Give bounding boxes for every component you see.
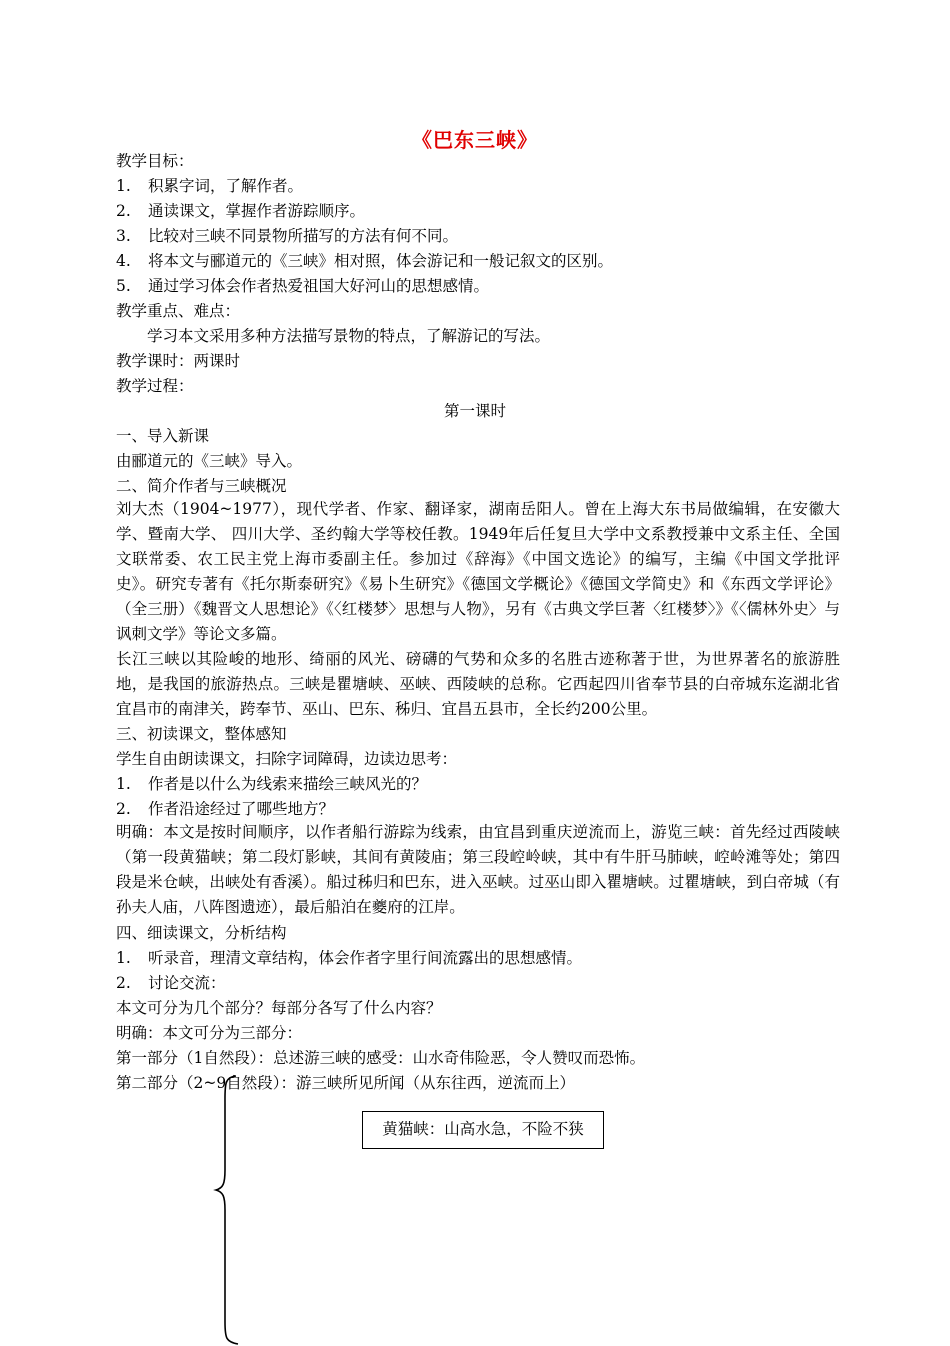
- question-text: 作者是以什么为线索来描绘三峡风光的？: [148, 775, 428, 793]
- section-one-text: 由郦道元的《三峡》导入。: [116, 452, 303, 470]
- key-text: 学习本文采用多种方法描写景物的特点，了解游记的写法。: [147, 327, 551, 345]
- item-number: 1.: [116, 949, 131, 967]
- goal-text: 将本文与郦道元的《三峡》相对照，体会游记和一般记叙文的区别。: [148, 252, 614, 270]
- gorges-paragraph: 长江三峡以其险峻的地形、绮丽的风光、磅礴的气势和众多的名胜古迹称著于世，为世界著名的旅游胜地，是我国的旅游热点。三峡是瞿塘峡、巫峡、西陵峡的总称。它西起四川省奉节县的白帝城东迄湖北省宜昌市的南津关，跨奉节、巫山、巴东、秭归、宜昌五县市，全长约200公里。: [116, 650, 840, 718]
- goal-number: 1.: [116, 177, 131, 195]
- part-two: 第二部分（2~9自然段）：游三峡所见所闻（从东往西，逆流而上）: [116, 1074, 575, 1092]
- goal-text: 通读课文，掌握作者游踪顺序。: [148, 202, 366, 220]
- structure-answer: 明确：本文可分为三部分：: [116, 1024, 303, 1042]
- discussion-item: [116, 972, 226, 994]
- goal-item: [116, 175, 303, 197]
- goal-item: [116, 275, 489, 297]
- item-text: 讨论交流：: [148, 974, 226, 992]
- goal-number: 4.: [116, 252, 131, 270]
- section-three-heading: 三、初读课文，整体感知: [116, 725, 287, 743]
- item-number: 2.: [116, 974, 131, 992]
- goal-number: 2.: [116, 202, 131, 220]
- goal-item: [116, 250, 613, 272]
- section-three-intro: 学生自由朗读课文，扫除字词障碍，边读边思考：: [116, 750, 458, 768]
- goal-number: 3.: [116, 227, 131, 245]
- question-item: [116, 798, 334, 820]
- part-one: 第一部分（1自然段）：总述游三峡的感受：山水奇伟险恶，令人赞叹而恐怖。: [116, 1049, 646, 1067]
- goals-heading: 教学目标：: [116, 152, 194, 170]
- class-hours: 教学课时：两课时: [116, 352, 241, 370]
- question-text: 作者沿途经过了哪些地方？: [148, 800, 335, 818]
- question-number: 1.: [116, 775, 131, 793]
- gorge-summary-box: 黄猫峡：山高水急，不险不狭: [362, 1111, 604, 1149]
- document-title: 《巴东三峡》: [412, 128, 538, 152]
- process-heading: 教学过程：: [116, 377, 194, 395]
- item-text: 听录音，理清文章结构，体会作者字里行间流露出的思想感情。: [148, 949, 583, 967]
- question-number: 2.: [116, 800, 131, 818]
- goal-item: [116, 200, 365, 222]
- lesson-one-heading: 第一课时: [443, 402, 506, 420]
- section-one-heading: 一、导入新课: [116, 427, 210, 445]
- section-two-heading: 二、简介作者与三峡概况: [116, 477, 287, 495]
- question-item: [116, 773, 427, 795]
- goal-number: 5.: [116, 277, 131, 295]
- discussion-item: [116, 947, 582, 969]
- goal-text: 积累字词，了解作者。: [148, 177, 304, 195]
- answer-paragraph: 明确：本文是按时间顺序，以作者船行游踪为线索，由宜昌到重庆逆流而上，游览三峡：首先经过西陵峡（第一段黄猫峡；第二段灯影峡，其间有黄陵庙；第三段崆岭峡，其中有牛肝马肺峡，崆岭滩等处；第四段是米仓峡，出峡处有香溪）。船过秭归和巴东，进入巫峡。过巫山即入瞿塘峡。过瞿塘峡，到白帝城（有孙夫人庙，八阵图遗迹），最后船泊在夔府的江岸。: [116, 823, 840, 916]
- goal-item: [116, 225, 458, 247]
- curly-brace: [212, 1074, 240, 1346]
- key-heading: 教学重点、难点：: [116, 302, 241, 320]
- section-four-heading: 四、细读课文，分析结构: [116, 924, 287, 942]
- author-paragraph: 刘大杰（1904~1977），现代学者、作家、翻译家，湖南岳阳人。曾在上海大东书局做编辑，在安徽大学、暨南大学、 四川大学、圣约翰大学等校任教。1949年后任复旦大学中文系教授兼中文系主任、全国文联常委、农工民主党上海市委副主任。参加过《辞海》《中国文选论》的编写，主编《中国文学批评史》。研究专著有《托尔斯泰研究》《易卜生研究》《德国文学概论》《德国文学简史》和《东西文学评论》（全三册）《魏晋文人思想论》《〈红楼梦〉思想与人物》，另有《古典文学巨著〈红楼梦〉》《〈儒林外史〉与讽刺文学》等论文多篇。: [116, 500, 840, 643]
- structure-question: 本文可分为几个部分？每部分各写了什么内容？: [116, 999, 442, 1017]
- goal-text: 比较对三峡不同景物所描写的方法有何不同。: [148, 227, 459, 245]
- goal-text: 通过学习体会作者热爱祖国大好河山的思想感情。: [148, 277, 490, 295]
